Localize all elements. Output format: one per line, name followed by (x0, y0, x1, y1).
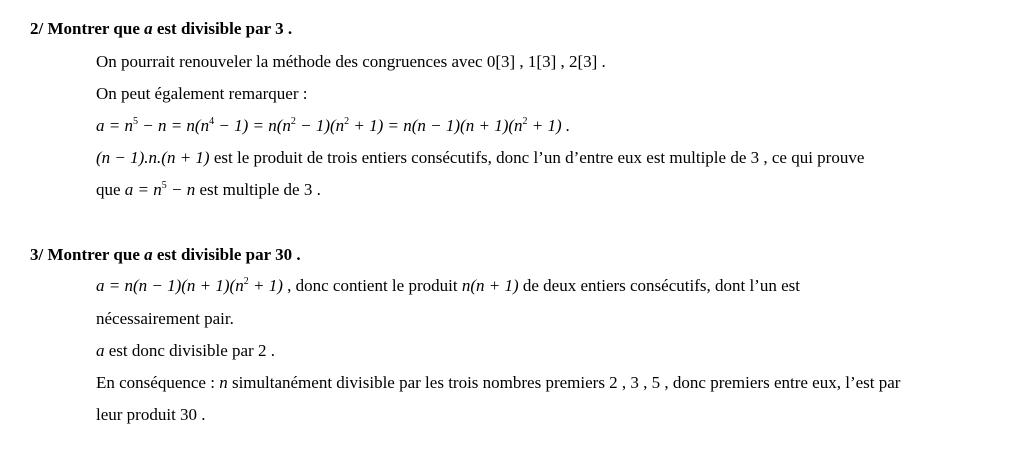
section-2-heading (30, 19, 292, 39)
paragraph-line (96, 373, 900, 393)
exponent: 2 (290, 116, 296, 127)
heading-variable: a (144, 245, 153, 264)
paragraph-line (96, 276, 800, 296)
exponent: 2 (344, 116, 350, 127)
paragraph-text: simultanément divisible par les trois nombres premiers 2 , 3 , 5 , donc premiers entre eux, l’est par (227, 373, 901, 392)
paragraph-line (96, 341, 275, 361)
math-text: + 1) = n(n − 1)(n + 1)(n (349, 116, 523, 135)
math-text: − 1) = n(n (214, 116, 291, 135)
heading-text: 3/ Montrer que (30, 245, 145, 264)
math-text: a = n(n − 1)(n + 1)(n (96, 276, 244, 295)
math-text: + 1) (248, 276, 283, 295)
math-text: − 1)(n (295, 116, 345, 135)
math-text: (n − 1).n.(n + 1) (96, 148, 210, 167)
paragraph-line: On peut également remarquer : (96, 84, 308, 103)
paragraph-text: de deux entiers consécutifs, dont l’un est (518, 276, 800, 295)
math-text: n (219, 373, 228, 392)
math-text: − n (166, 180, 196, 199)
math-text: a = n (124, 180, 162, 199)
paragraph-line: On pourrait renouveler la méthode des congruences avec 0[3] , 1[3] , 2[3] . (96, 52, 606, 71)
math-text: a = n (96, 116, 133, 135)
paragraph-text: , donc contient le produit (282, 276, 462, 295)
heading-variable: a (144, 19, 153, 38)
paragraph-line: nécessairement pair. (96, 309, 234, 328)
paragraph-text: est multiple de 3 . (195, 180, 321, 199)
exponent: 2 (243, 276, 249, 287)
paragraph-text: est donc divisible par 2 . (104, 341, 275, 360)
heading-text: est divisible par 3 . (152, 19, 293, 38)
paragraph-line (96, 180, 321, 200)
equation-line (96, 116, 570, 136)
paragraph-text: que (96, 180, 125, 199)
exponent: 4 (209, 116, 215, 127)
math-text: n(n + 1) (461, 276, 519, 295)
exponent: 5 (161, 180, 167, 191)
paragraph-text: est le produit de trois entiers consécutifs, donc l’un d’entre eux est multiple de 3 , ce qui prouve (209, 148, 865, 167)
paragraph-line: leur produit 30 . (96, 405, 206, 424)
heading-text: est divisible par 30 . (152, 245, 301, 264)
paragraph-text: En conséquence : (96, 373, 220, 392)
exponent: 5 (132, 116, 138, 127)
math-text: + 1) . (527, 116, 571, 135)
section-3-heading (30, 245, 301, 265)
heading-text: 2/ Montrer que (30, 19, 145, 38)
math-text: a (96, 341, 105, 360)
exponent: 2 (522, 116, 528, 127)
paragraph-line (96, 148, 864, 168)
math-text: − n = n(n (137, 116, 210, 135)
